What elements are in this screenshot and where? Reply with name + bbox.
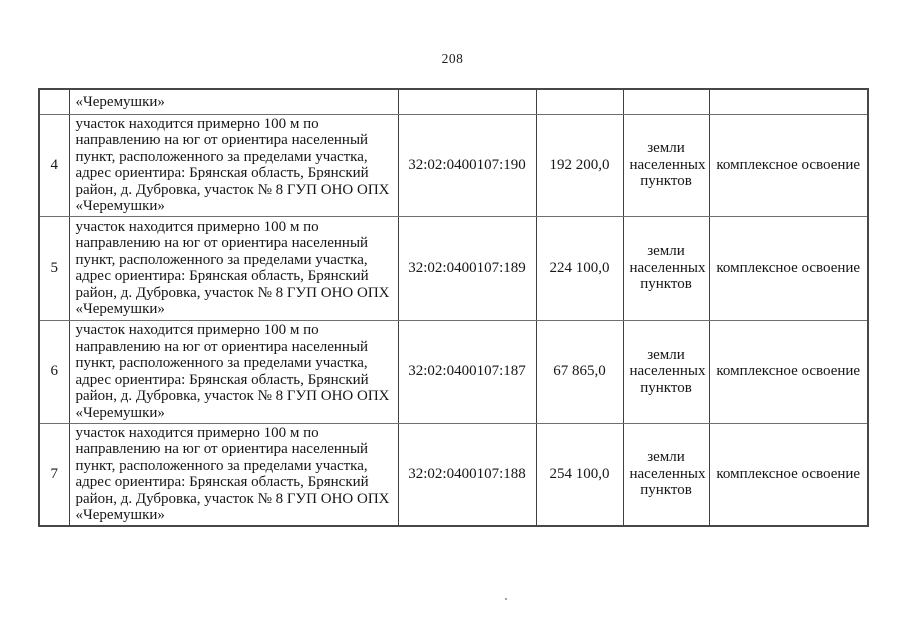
cadastral-number-cell: 32:02:0400107:189 [398,216,536,320]
land-category-cell: земли населенных пунктов [623,320,709,423]
permitted-use-cell: комплексное освоение [709,114,868,216]
page-number: 208 [441,51,464,66]
table-row [39,320,868,423]
scan-artifact-dot [505,598,507,600]
permitted-use-cell [709,89,868,114]
table-row [39,423,868,526]
cadastral-number-cell: 32:02:0400107:188 [398,423,536,526]
land-category-cell: земли населенных пунктов [623,114,709,216]
row-number-cell: 7 [39,423,69,526]
row-number-cell: 5 [39,216,69,320]
permitted-use-cell: комплексное освоение [709,423,868,526]
description-cell: участок находится примерно 100 м по направлению на юг от ориентира населенный пункт, расположенного за пределами участка, адрес ориентира: Брянская область, Брянский район, д. Дубровка, участок № 8 ГУП ОНО ОПХ «Черемушки» [69,216,398,320]
description-cell: участок находится примерно 100 м по направлению на юг от ориентира населенный пункт, расположенного за пределами участка, адрес ориентира: Брянская область, Брянский район, д. Дубровка, участок № 8 ГУП ОНО ОПХ «Черемушки» [69,320,398,423]
table-row [39,114,868,216]
row-number-cell [39,89,69,114]
table-row-continuation [39,89,868,114]
permitted-use-cell: комплексное освоение [709,320,868,423]
cadastral-number-cell: 32:02:0400107:190 [398,114,536,216]
row-number-cell: 6 [39,320,69,423]
description-cell: участок находится примерно 100 м по направлению на юг от ориентира населенный пункт, расположенного за пределами участка, адрес ориентира: Брянская область, Брянский район, д. Дубровка, участок № 8 ГУП ОНО ОПХ «Черемушки» [69,423,398,526]
land-category-cell: земли населенных пунктов [623,216,709,320]
area-cell: 254 100,0 [536,423,623,526]
description-cell: «Черемушки» [69,89,398,114]
row-number-cell: 4 [39,114,69,216]
description-cell: участок находится примерно 100 м по направлению на юг от ориентира населенный пункт, расположенного за пределами участка, адрес ориентира: Брянская область, Брянский район, д. Дубровка, участок № 8 ГУП ОНО ОПХ «Черемушки» [69,114,398,216]
area-cell [536,89,623,114]
cadastral-number-cell: 32:02:0400107:187 [398,320,536,423]
cadastral-number-cell [398,89,536,114]
permitted-use-cell: комплексное освоение [709,216,868,320]
land-category-cell: земли населенных пунктов [623,423,709,526]
area-cell: 224 100,0 [536,216,623,320]
land-category-cell [623,89,709,114]
area-cell: 67 865,0 [536,320,623,423]
land-plots-table [38,88,869,527]
area-cell: 192 200,0 [536,114,623,216]
table-row [39,216,868,320]
